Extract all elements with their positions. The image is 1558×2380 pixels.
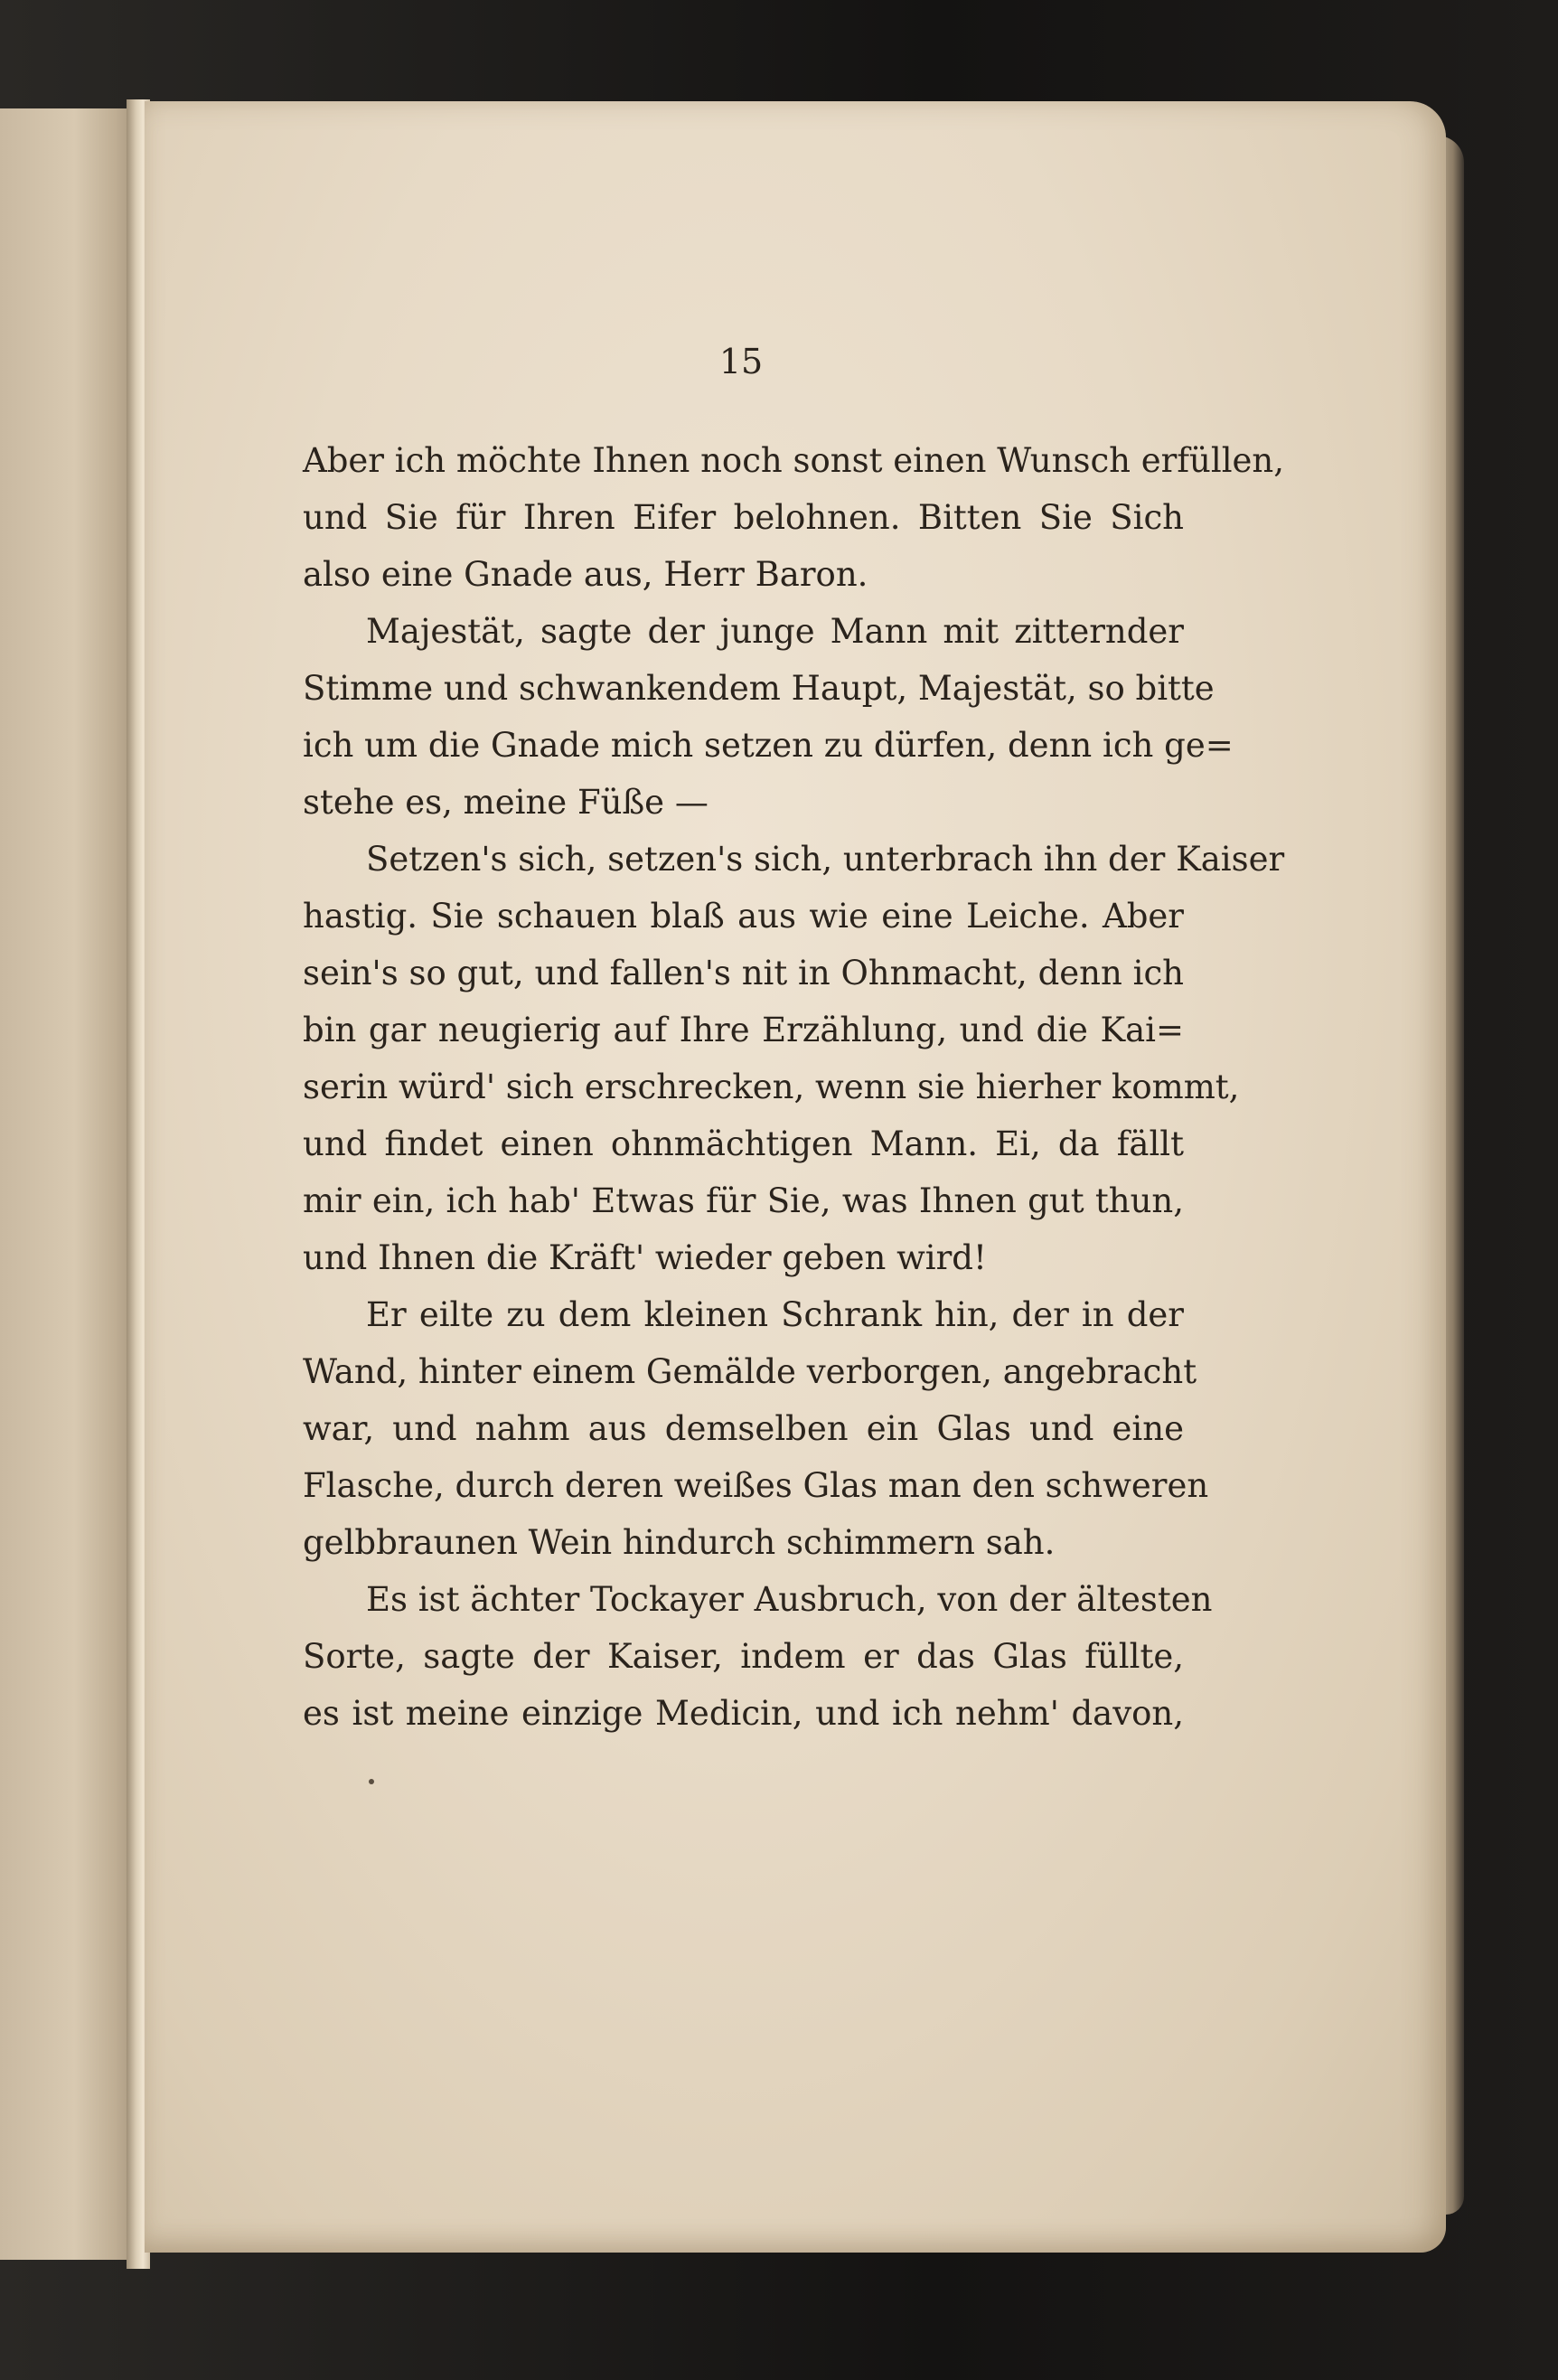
- text-line: hastig. Sie schauen blaß aus wie eine Leiche. Aber: [303, 897, 1184, 936]
- text-line: es ist meine einzige Medicin, und ich nehm' davon,: [303, 1694, 1184, 1733]
- text-line: bin gar neugierig auf Ihre Erzählung, und die Kai=: [303, 1011, 1184, 1049]
- text-line: ich um die Gnade mich setzen zu dürfen, denn ich ge=: [303, 726, 1234, 765]
- text-line: und Sie für Ihren Eifer belohnen. Bitten Sie Sich: [303, 498, 1184, 537]
- text-line: stehe es, meine Füße —: [303, 783, 709, 822]
- text-line: Sorte, sagte der Kaiser, indem er das Glas füllte,: [303, 1637, 1184, 1676]
- text-line: Er eilte zu dem kleinen Schrank hin, der in der: [366, 1295, 1184, 1334]
- text-line: sein's so gut, und fallen's nit in Ohnmacht, denn ich: [303, 954, 1184, 992]
- text-line: Flasche, durch deren weißes Glas man den schweren: [303, 1466, 1209, 1505]
- text-line: Majestät, sagte der junge Mann mit zitternder: [366, 612, 1184, 651]
- previous-page-edge: [0, 108, 136, 2260]
- text-line: war, und nahm aus demselben ein Glas und eine: [303, 1409, 1184, 1448]
- text-line: gelbbraunen Wein hindurch schimmern sah.: [303, 1523, 1056, 1562]
- text-line: mir ein, ich hab' Etwas für Sie, was Ihnen gut thun,: [303, 1181, 1184, 1220]
- page-number: 15: [718, 342, 764, 381]
- text-line: serin würd' sich erschrecken, wenn sie hierher kommt,: [303, 1068, 1240, 1106]
- text-line: Stimme und schwankendem Haupt, Majestät, so bitte: [303, 669, 1215, 708]
- text-line: also eine Gnade aus, Herr Baron.: [303, 555, 868, 594]
- text-line: Es ist ächter Tockayer Ausbruch, von der ältesten: [366, 1580, 1213, 1619]
- text-line: und Ihnen die Kräft' wieder geben wird!: [303, 1238, 987, 1277]
- paper-speck: [369, 1779, 374, 1784]
- text-line: Wand, hinter einem Gemälde verborgen, angebracht: [303, 1352, 1197, 1391]
- text-line: Setzen's sich, setzen's sich, unterbrach ihn der Kaiser: [366, 840, 1285, 879]
- text-line: Aber ich möchte Ihnen noch sonst einen Wunsch erfüllen,: [303, 441, 1285, 480]
- text-line: und findet einen ohnmächtigen Mann. Ei, da fällt: [303, 1124, 1184, 1163]
- page-text: [303, 432, 1285, 1742]
